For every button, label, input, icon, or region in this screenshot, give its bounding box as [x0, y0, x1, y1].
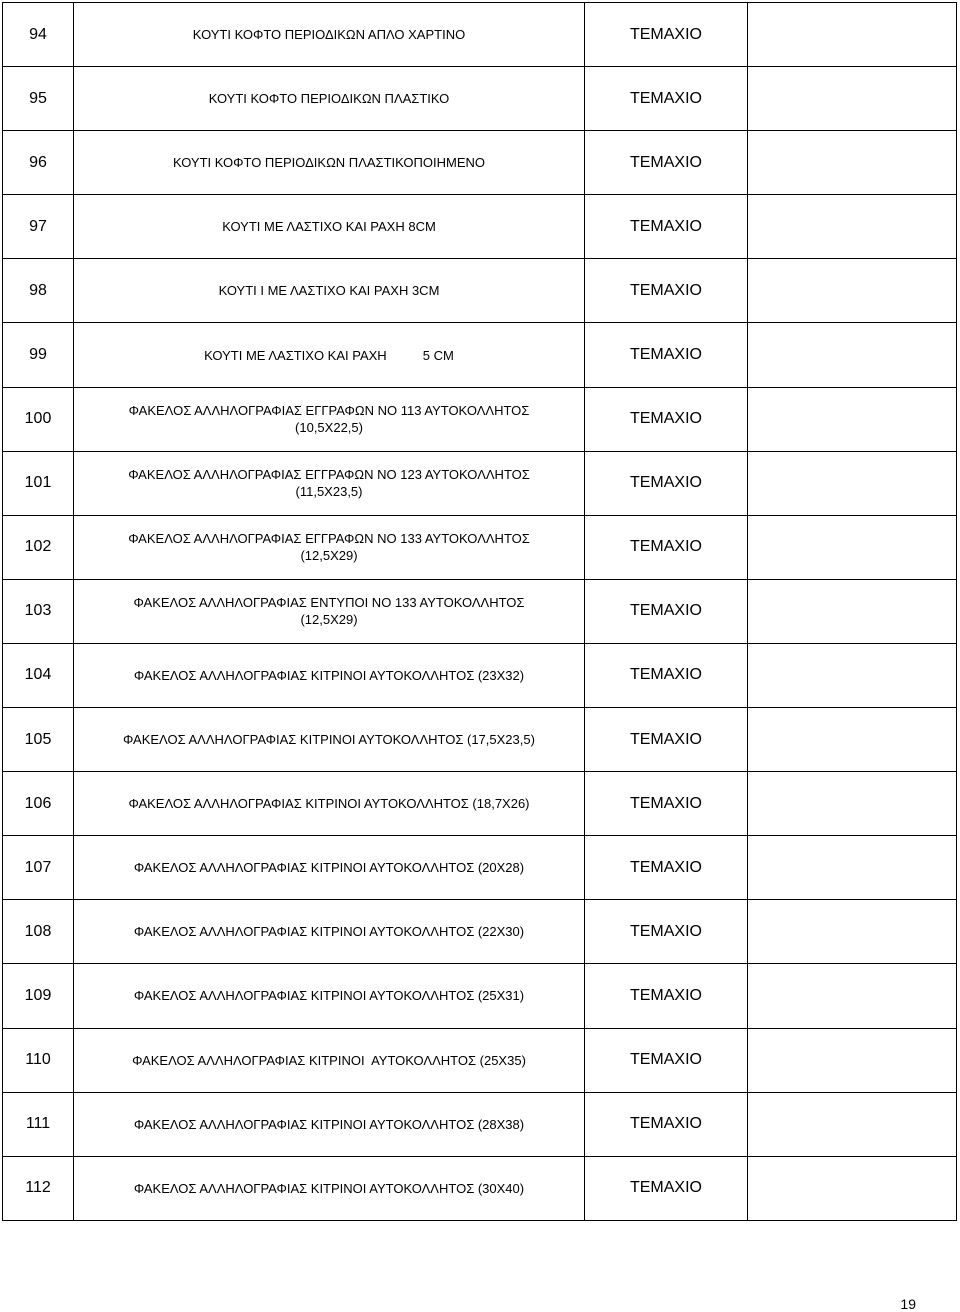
item-description-line: (11,5Χ23,5): [295, 484, 363, 500]
item-unit-cell: ΤΕΜΑΧΙΟ: [585, 451, 748, 515]
item-unit-cell: ΤΕΜΑΧΙΟ: [585, 772, 748, 836]
item-unit-cell: ΤΕΜΑΧΙΟ: [585, 1028, 748, 1092]
item-description-line: ΦΑΚΕΛΟΣ ΑΛΛΗΛΟΓΡΑΦΙΑΣ ΚΙΤΡΙΝΟΙ ΑΥΤΟΚΟΛΛΗΤΟΣ (28Χ38): [133, 1116, 525, 1132]
item-description-line: (10,5Χ22,5): [295, 420, 363, 436]
item-empty-cell: [748, 195, 957, 259]
table-row: [3, 772, 957, 836]
item-empty-cell: [748, 67, 957, 131]
item-unit-cell: ΤΕΜΑΧΙΟ: [585, 131, 748, 195]
item-empty-cell: [748, 259, 957, 323]
item-description-line: (12,5Χ29): [300, 548, 358, 564]
item-empty-cell: [748, 708, 957, 772]
table-row: [3, 836, 957, 900]
item-description-line: ΦΑΚΕΛΟΣ ΑΛΛΗΛΟΓΡΑΦΙΑΣ ΕΓΓΡΑΦΩΝ ΝΟ 123 ΑΥΤΟΚΟΛΛΗΤΟΣ: [128, 467, 530, 483]
item-number-cell: 101: [3, 451, 74, 515]
item-description-line: ΚΟΥΤΙ ΜΕ ΛΑΣΤΙΧΟ ΚΑΙ ΡΑΧΗ 8CM: [222, 219, 436, 235]
item-description-cell: [74, 259, 585, 323]
item-number-cell: 111: [3, 1092, 74, 1156]
item-description-cell: [74, 451, 585, 515]
item-description-cell: [74, 195, 585, 259]
item-empty-cell: [748, 131, 957, 195]
item-unit-cell: ΤΕΜΑΧΙΟ: [585, 3, 748, 67]
item-description-line: ΦΑΚΕΛΟΣ ΑΛΛΗΛΟΓΡΑΦΙΑΣ ΚΙΤΡΙΝΟΙ ΑΥΤΟΚΟΛΛΗΤΟΣ (20Χ28): [133, 860, 525, 876]
item-description-line: ΚΟΥΤΙ Ι ΜΕ ΛΑΣΤΙΧΟ ΚΑΙ ΡΑΧΗ 3CM: [218, 283, 440, 299]
item-description-cell: [74, 1028, 585, 1092]
item-number-cell: 104: [3, 643, 74, 707]
item-description-cell: [74, 1092, 585, 1156]
item-empty-cell: [748, 772, 957, 836]
item-number-cell: 105: [3, 708, 74, 772]
item-description-line: ΦΑΚΕΛΟΣ ΑΛΛΗΛΟΓΡΑΦΙΑΣ ΚΙΤΡΙΝΟΙ ΑΥΤΟΚΟΛΛΗΤΟΣ (25Χ35): [132, 1052, 526, 1068]
item-unit-cell: ΤΕΜΑΧΙΟ: [585, 1092, 748, 1156]
item-number-cell: 96: [3, 131, 74, 195]
table-row: [3, 131, 957, 195]
item-description-cell: [74, 708, 585, 772]
item-unit-cell: ΤΕΜΑΧΙΟ: [585, 1156, 748, 1220]
items-table-body: [3, 3, 957, 1221]
item-description-line: ΦΑΚΕΛΟΣ ΑΛΛΗΛΟΓΡΑΦΙΑΣ ΕΓΓΡΑΦΩΝ ΝΟ 133 ΑΥΤΟΚΟΛΛΗΤΟΣ: [128, 531, 530, 547]
item-unit-cell: ΤΕΜΑΧΙΟ: [585, 579, 748, 643]
item-description-cell: [74, 964, 585, 1028]
item-number-cell: 100: [3, 387, 74, 451]
item-empty-cell: [748, 1156, 957, 1220]
item-unit-cell: ΤΕΜΑΧΙΟ: [585, 708, 748, 772]
item-description-cell: [74, 67, 585, 131]
item-number-cell: 94: [3, 3, 74, 67]
item-unit-cell: ΤΕΜΑΧΙΟ: [585, 836, 748, 900]
item-unit-cell: ΤΕΜΑΧΙΟ: [585, 900, 748, 964]
item-number-cell: 108: [3, 900, 74, 964]
item-unit-cell: ΤΕΜΑΧΙΟ: [585, 964, 748, 1028]
item-description-line: ΚΟΥΤΙ ΚΟΦΤΟ ΠΕΡΙΟΔΙΚΩΝ ΠΛΑΣΤΙΚΟΠΟΙΗΜΕΝΟ: [172, 155, 486, 171]
item-number-cell: 110: [3, 1028, 74, 1092]
table-row: [3, 643, 957, 707]
item-description-cell: [74, 900, 585, 964]
table-row: [3, 387, 957, 451]
table-row: [3, 1092, 957, 1156]
item-description-line: ΦΑΚΕΛΟΣ ΑΛΛΗΛΟΓΡΑΦΙΑΣ ΕΓΓΡΑΦΩΝ ΝΟ 113 ΑΥΤΟΚΟΛΛΗΤΟΣ: [128, 403, 530, 419]
table-row: [3, 3, 957, 67]
item-description-cell: [74, 387, 585, 451]
table-row: [3, 323, 957, 387]
item-unit-cell: ΤΕΜΑΧΙΟ: [585, 515, 748, 579]
item-description-line: ΦΑΚΕΛΟΣ ΑΛΛΗΛΟΓΡΑΦΙΑΣ ΚΙΤΡΙΝΟΙ ΑΥΤΟΚΟΛΛΗΤΟΣ (18,7Χ26): [128, 796, 530, 812]
item-number-cell: 95: [3, 67, 74, 131]
item-description-line: ΦΑΚΕΛΟΣ ΑΛΛΗΛΟΓΡΑΦΙΑΣ ΚΙΤΡΙΝΟΙ ΑΥΤΟΚΟΛΛΗΤΟΣ (30Χ40): [133, 1180, 525, 1196]
item-number-cell: 109: [3, 964, 74, 1028]
item-empty-cell: [748, 3, 957, 67]
table-row: [3, 1156, 957, 1220]
item-description-line: ΦΑΚΕΛΟΣ ΑΛΛΗΛΟΓΡΑΦΙΑΣ ΕΝΤΥΠΟΙ ΝΟ 133 ΑΥΤΟΚΟΛΛΗΤΟΣ: [133, 595, 525, 611]
item-description-cell: [74, 1156, 585, 1220]
item-description-cell: [74, 643, 585, 707]
item-empty-cell: [748, 836, 957, 900]
item-description-line: ΦΑΚΕΛΟΣ ΑΛΛΗΛΟΓΡΑΦΙΑΣ ΚΙΤΡΙΝΟΙ ΑΥΤΟΚΟΛΛΗΤΟΣ (17,5Χ23,5): [123, 732, 535, 748]
item-unit-cell: ΤΕΜΑΧΙΟ: [585, 259, 748, 323]
item-description-line: ΚΟΥΤΙ ΚΟΦΤΟ ΠΕΡΙΟΔΙΚΩΝ ΑΠΛΟ ΧΑΡΤΙΝΟ: [192, 27, 466, 43]
item-empty-cell: [748, 643, 957, 707]
item-description-cell: [74, 3, 585, 67]
table-row: [3, 67, 957, 131]
item-unit-cell: ΤΕΜΑΧΙΟ: [585, 643, 748, 707]
item-description-cell: [74, 131, 585, 195]
table-row: [3, 1028, 957, 1092]
item-number-cell: 107: [3, 836, 74, 900]
item-empty-cell: [748, 900, 957, 964]
table-row: [3, 708, 957, 772]
item-description-cell: [74, 515, 585, 579]
item-description-cell: [74, 836, 585, 900]
item-empty-cell: [748, 964, 957, 1028]
item-description-line: ΦΑΚΕΛΟΣ ΑΛΛΗΛΟΓΡΑΦΙΑΣ ΚΙΤΡΙΝΟΙ ΑΥΤΟΚΟΛΛΗΤΟΣ (22Χ30): [133, 924, 525, 940]
item-empty-cell: [748, 515, 957, 579]
table-row: [3, 964, 957, 1028]
item-unit-cell: ΤΕΜΑΧΙΟ: [585, 195, 748, 259]
item-description-line: ΦΑΚΕΛΟΣ ΑΛΛΗΛΟΓΡΑΦΙΑΣ ΚΙΤΡΙΝΟΙ ΑΥΤΟΚΟΛΛΗΤΟΣ (23Χ32): [133, 667, 525, 683]
item-number-cell: 99: [3, 323, 74, 387]
item-number-cell: 106: [3, 772, 74, 836]
item-unit-cell: ΤΕΜΑΧΙΟ: [585, 323, 748, 387]
item-description-cell: [74, 579, 585, 643]
table-row: [3, 259, 957, 323]
item-empty-cell: [748, 323, 957, 387]
item-empty-cell: [748, 579, 957, 643]
table-row: [3, 579, 957, 643]
item-number-cell: 98: [3, 259, 74, 323]
item-description-cell: [74, 323, 585, 387]
item-empty-cell: [748, 1092, 957, 1156]
items-table: [2, 2, 957, 1221]
table-row: [3, 900, 957, 964]
item-description-line: ΚΟΥΤΙ ΜΕ ΛΑΣΤΙΧΟ ΚΑΙ ΡΑΧΗ 5 CM: [204, 347, 454, 363]
table-row: [3, 515, 957, 579]
item-description-cell: [74, 772, 585, 836]
item-unit-cell: ΤΕΜΑΧΙΟ: [585, 387, 748, 451]
item-number-cell: 112: [3, 1156, 74, 1220]
item-number-cell: 97: [3, 195, 74, 259]
item-description-line: ΦΑΚΕΛΟΣ ΑΛΛΗΛΟΓΡΑΦΙΑΣ ΚΙΤΡΙΝΟΙ ΑΥΤΟΚΟΛΛΗΤΟΣ (25Χ31): [133, 988, 525, 1004]
item-description-line: ΚΟΥΤΙ ΚΟΦΤΟ ΠΕΡΙΟΔΙΚΩΝ ΠΛΑΣΤΙΚΟ: [208, 91, 450, 107]
table-row: [3, 451, 957, 515]
page-number: 19: [900, 1296, 916, 1312]
item-number-cell: 102: [3, 515, 74, 579]
item-unit-cell: ΤΕΜΑΧΙΟ: [585, 67, 748, 131]
item-empty-cell: [748, 451, 957, 515]
item-description-line: (12,5Χ29): [300, 612, 358, 628]
table-row: [3, 195, 957, 259]
item-empty-cell: [748, 1028, 957, 1092]
item-number-cell: 103: [3, 579, 74, 643]
item-empty-cell: [748, 387, 957, 451]
